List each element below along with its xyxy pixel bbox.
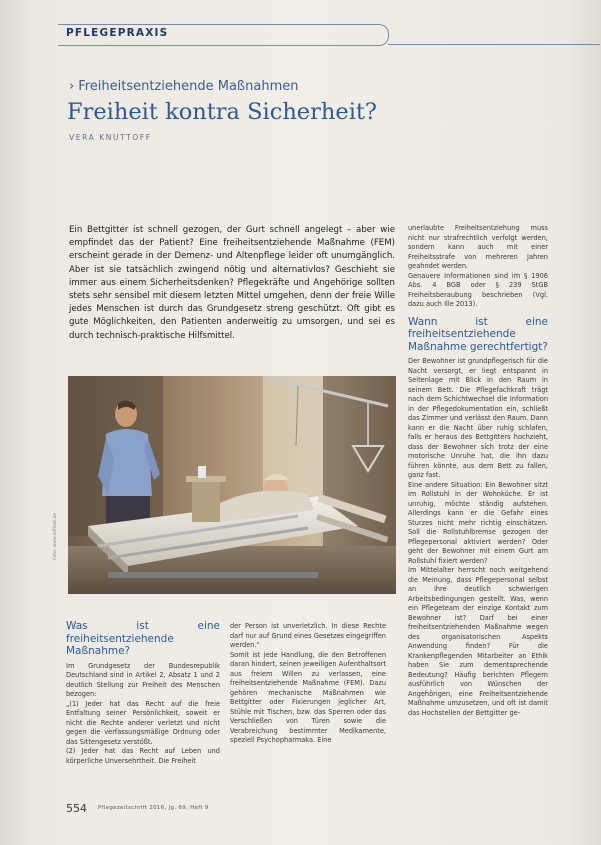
column-2 [230,622,386,746]
paragraph: Eine andere Situation: Ein Bewohner sitzt im Rollstuhl in der Wohnküche. Er ist unruhig, möchte ständig aufstehen. Allerdings kann er die Gefahr eines Sturzes nicht mehr richtig einschätzen. Soll die Rollstuhlbremse gezogen der Pflegepersonal aktiviert werden? Oder geht der Bewohner mit einem Gurt am Rollstuhl fixiert werden? [408,480,548,565]
column-3 [408,224,548,718]
paragraph: Im Mittelalter herrscht noch weitgehend die Meinung, dass Pflegepersonal selbst an ihre deutlich schwierigen Arbeitsbedingungen gestellt. Was, wenn ein Pflegeteam der einzige Kontakt zum Bewohner ist? Darf bei einer freiheitsentziehenden Maßnahme wegen des organisatorischen Aspekts Anwendung finden? Für die Krankenpflegenden Mitarbeiter an Ethik haben Sie zum dementsprechende Bedeutung? Häufig berichten Pflegern ausführlich von Wünschen der Angehörigen, eine Freiheitsentziehende Maßnahme umzusetzen, und oft ist damit das Hochstellen der Bettgitter ge- [408,566,548,717]
care-room-photo [68,376,396,594]
paragraph: Somit ist jede Handlung, die den Betroffenen daran hindert, seinen jeweiligen Aufenthaltsort aus freiem Willen zu verlassen, eine freiheitsentziehende Maßnahme (FEM). Dazu gehören mechanische Maßnahmen wie Bettgitter oder Fixierungen jeglicher Art, Stühle mit Tischen, bzw. das Sperren oder das Verschließen von Türen sowie die Verabreichung bestimmter Medikamente, speziell Psychopharmaka. Eine [230,650,386,744]
article-title: Freiheit kontra Sicherheit? [67,99,377,125]
paragraph: Im Grundgesetz der Bundesrepublik Deutschland sind in Artikel 2, Absatz 1 und 2 deutlich Stellung zur Freiheit des Menschen bezogen: [66,661,220,698]
article-photo [68,376,396,594]
kicker-text: Freiheitsentziehende Maßnahmen [78,79,299,94]
photo-credit: Foto: www.leifheit.de [53,512,58,560]
chevron-right-icon: › [69,79,75,94]
paragraph: „(1) Jeder hat das Recht auf die freie Entfaltung seiner Persönlichkeit, soweit er nicht die Rechte anderer verletzt und nicht gegen die verfassungsmäßige Ordnung oder das Sittengesetz verstößt. [66,699,220,746]
paragraph: Der Bewohner ist grundpflegerisch für die Nacht versorgt, er liegt entspannt in Seitenlage mit Blick in den Raum in seinem Bett. Die Pflegefachkraft trägt nach dem Schichtwechsel die Information in der Pflegedokumentation ein, schließt das Zimmer und verlässt den Raum. Dann kann er die Nacht über ruhig schlafen, falls er heraus des Bettgitters hochzieht, dass der Bewohner sich trotz der eine motorische Unruhe hat, die ihn dazu führen könnte, aus dem Bett zu fallen, ganz fast. [408,357,548,479]
heading-what-is-fem: Was ist eine freiheitsentziehende Maßnahme? [66,620,220,657]
header-rule [388,44,600,45]
paragraph: unerlaubte Freiheitsentziehung muss nicht nur strafrechtlich verfolgt werden, sondern kann auch mit einer Freiheitsstrafe von mehreren Jahren geahndet werden. [408,224,548,270]
article-lead: Ein Bettgitter ist schnell gezogen, der Gurt schnell angelegt – aber wie empfindet das der Patient? Eine freiheitsentziehende Maßnahme (FEM) erscheint gerade in der Demenz- und Altenpflege leider oft unumgänglich. Aber ist sie tatsächlich zwingend nötig und alternativlos? Geschieht sie immer aus einem Sicherheitsdenken? Pflegekräfte und Angehörige sollten stets sehr sensibel mit diesem letzten Mittel umgehen, denn der freie Wille jedes Menschen ist durch das Grundgesetz streng geschützt. Oft gibt es gute Möglichkeiten, den Patienten anderweitig zu umsorgen, und sei es durch technisch-praktische Hilfsmittel. [69,225,395,341]
page-number: 554 [66,802,87,815]
article-kicker [69,79,298,94]
column-1 [66,620,220,766]
section-label: PFLEGEPRAXIS [66,27,169,39]
article-author: VERA KNUTTOFF [69,133,152,142]
journal-source: Pflegezeitschrift 2016, Jg. 69, Heft 9 [98,805,209,811]
heading-when-justified: Wann ist eine freiheitsentziehende Maßnahme gerechtfertigt? [408,315,548,353]
paragraph: Genauere Informationen sind im § 1906 Abs. 4 BGB oder § 239 StGB Freiheitsberaubung beschrieben (Vgl. dazu auch Ille 2013). [408,271,548,308]
paragraph: der Person ist unverletzlich. In diese Rechte darf nur auf Grund eines Gesetzes eingegriffen werden.“ [230,622,386,649]
paragraph: (2) Jeder hat das Recht auf Leben und körperliche Unversehrtheit. Die Freiheit [66,747,220,765]
